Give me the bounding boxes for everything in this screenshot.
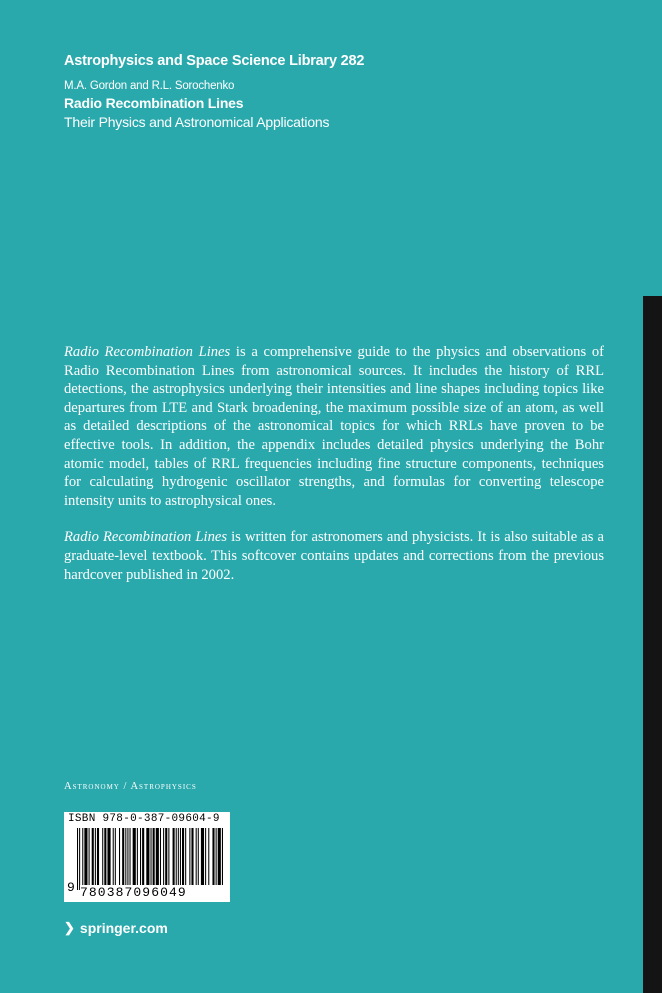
barcode-bar xyxy=(142,828,144,890)
barcode-bar xyxy=(163,828,164,890)
isbn-barcode xyxy=(64,812,230,902)
barcode-bar xyxy=(168,828,169,890)
barcode-bar xyxy=(176,828,177,890)
cover-header xyxy=(64,52,624,132)
barcode-bar xyxy=(137,828,138,890)
barcode-bar xyxy=(84,828,87,890)
barcode-bar xyxy=(115,828,116,890)
barcode-bar xyxy=(165,828,167,890)
barcode-bar xyxy=(119,828,120,890)
barcode-bar xyxy=(180,828,181,890)
barcode-bar xyxy=(208,828,209,890)
barcode-bar xyxy=(97,828,99,890)
ean-first-digit: 9 xyxy=(67,880,75,895)
subject-category: Astronomy / Astrophysics xyxy=(64,781,197,792)
series-title: Astrophysics and Space Science Library 282 xyxy=(64,53,365,69)
barcode-bar xyxy=(153,828,155,890)
barcode-bar xyxy=(156,828,159,890)
title-italic: Radio Recombination Lines xyxy=(64,344,231,360)
barcode-bar xyxy=(201,828,204,890)
barcode-bar xyxy=(216,828,217,890)
book-description xyxy=(64,343,604,584)
barcode-bar xyxy=(189,828,190,890)
barcode-bar xyxy=(196,828,197,890)
ean-digits: 780387096049 xyxy=(80,885,225,901)
publisher-site: springer.com xyxy=(79,920,168,936)
spine-edge-bar xyxy=(643,296,662,993)
barcode-bar xyxy=(191,828,193,890)
barcode-bar xyxy=(133,828,136,890)
barcode-graphic xyxy=(77,828,223,890)
barcode-bar xyxy=(113,828,114,890)
barcode-bar xyxy=(218,828,221,890)
barcode-bar xyxy=(89,828,90,890)
description-paragraph-2 xyxy=(64,528,604,584)
barcode-bar xyxy=(222,828,223,890)
barcode-bar xyxy=(79,828,80,890)
barcode-bar xyxy=(125,828,126,890)
barcode-bar xyxy=(146,828,149,890)
barcode-bar xyxy=(107,828,110,890)
book-subtitle: Their Physics and Astronomical Applications xyxy=(64,114,330,130)
barcode-bar xyxy=(160,828,161,890)
paragraph-text: is written for astronomers and physicists. It is also suitable as a graduate-level textbook. This softcover contains updates and corrections from the previous hardcover published in 2002. xyxy=(64,529,605,583)
book-title: Radio Recombination Lines xyxy=(64,95,244,111)
barcode-bar xyxy=(140,828,141,890)
barcode-bar xyxy=(102,828,103,890)
authors: M.A. Gordon and R.L. Sorochenko xyxy=(64,80,235,92)
barcode-bar xyxy=(82,828,83,890)
barcode-bar xyxy=(127,828,128,890)
barcode-bar xyxy=(130,828,131,890)
barcode-bar xyxy=(95,828,96,890)
publisher-link[interactable] xyxy=(64,920,168,936)
paragraph-text: is a comprehensive guide to the physics and observations of Radio Recombination Lines from astronomical sources. It includes the history of RRL detections, the astrophysics underlying their intensities and line shapes including topics like departures from LTE and Stark broadening, the maximum possible size of an atom, as well as detailed descriptions of the astronomical topics for which RRLs have proven to be effective tools. In addition, the appendix includes detailed physics underlying the Bohr atomic model, tables of RRL frequencies including fine structure components, techniques for calculating hydrogenic oscillator strengths, and formulas for converting telescope intensity units to astrophysical ones. xyxy=(64,344,604,509)
barcode-bar xyxy=(151,828,152,890)
barcode-bar xyxy=(77,828,78,890)
barcode-bar xyxy=(122,828,124,890)
barcode-bar xyxy=(185,828,186,890)
title-italic: Radio Recombination Lines xyxy=(64,529,228,546)
isbn-label: ISBN 978-0-387-09604-9 xyxy=(68,813,220,825)
barcode-bar xyxy=(182,828,184,890)
barcode-bar xyxy=(178,828,179,890)
barcode-bars xyxy=(77,828,223,890)
barcode-bar xyxy=(205,828,206,890)
barcode-bar xyxy=(173,828,175,890)
barcode-bar xyxy=(212,828,214,890)
barcode-bar xyxy=(92,828,94,890)
barcode-bar xyxy=(104,828,106,890)
barcode-bar xyxy=(198,828,199,890)
chevron-right-icon: ❯ xyxy=(64,920,75,935)
description-paragraph-1 xyxy=(64,343,604,510)
